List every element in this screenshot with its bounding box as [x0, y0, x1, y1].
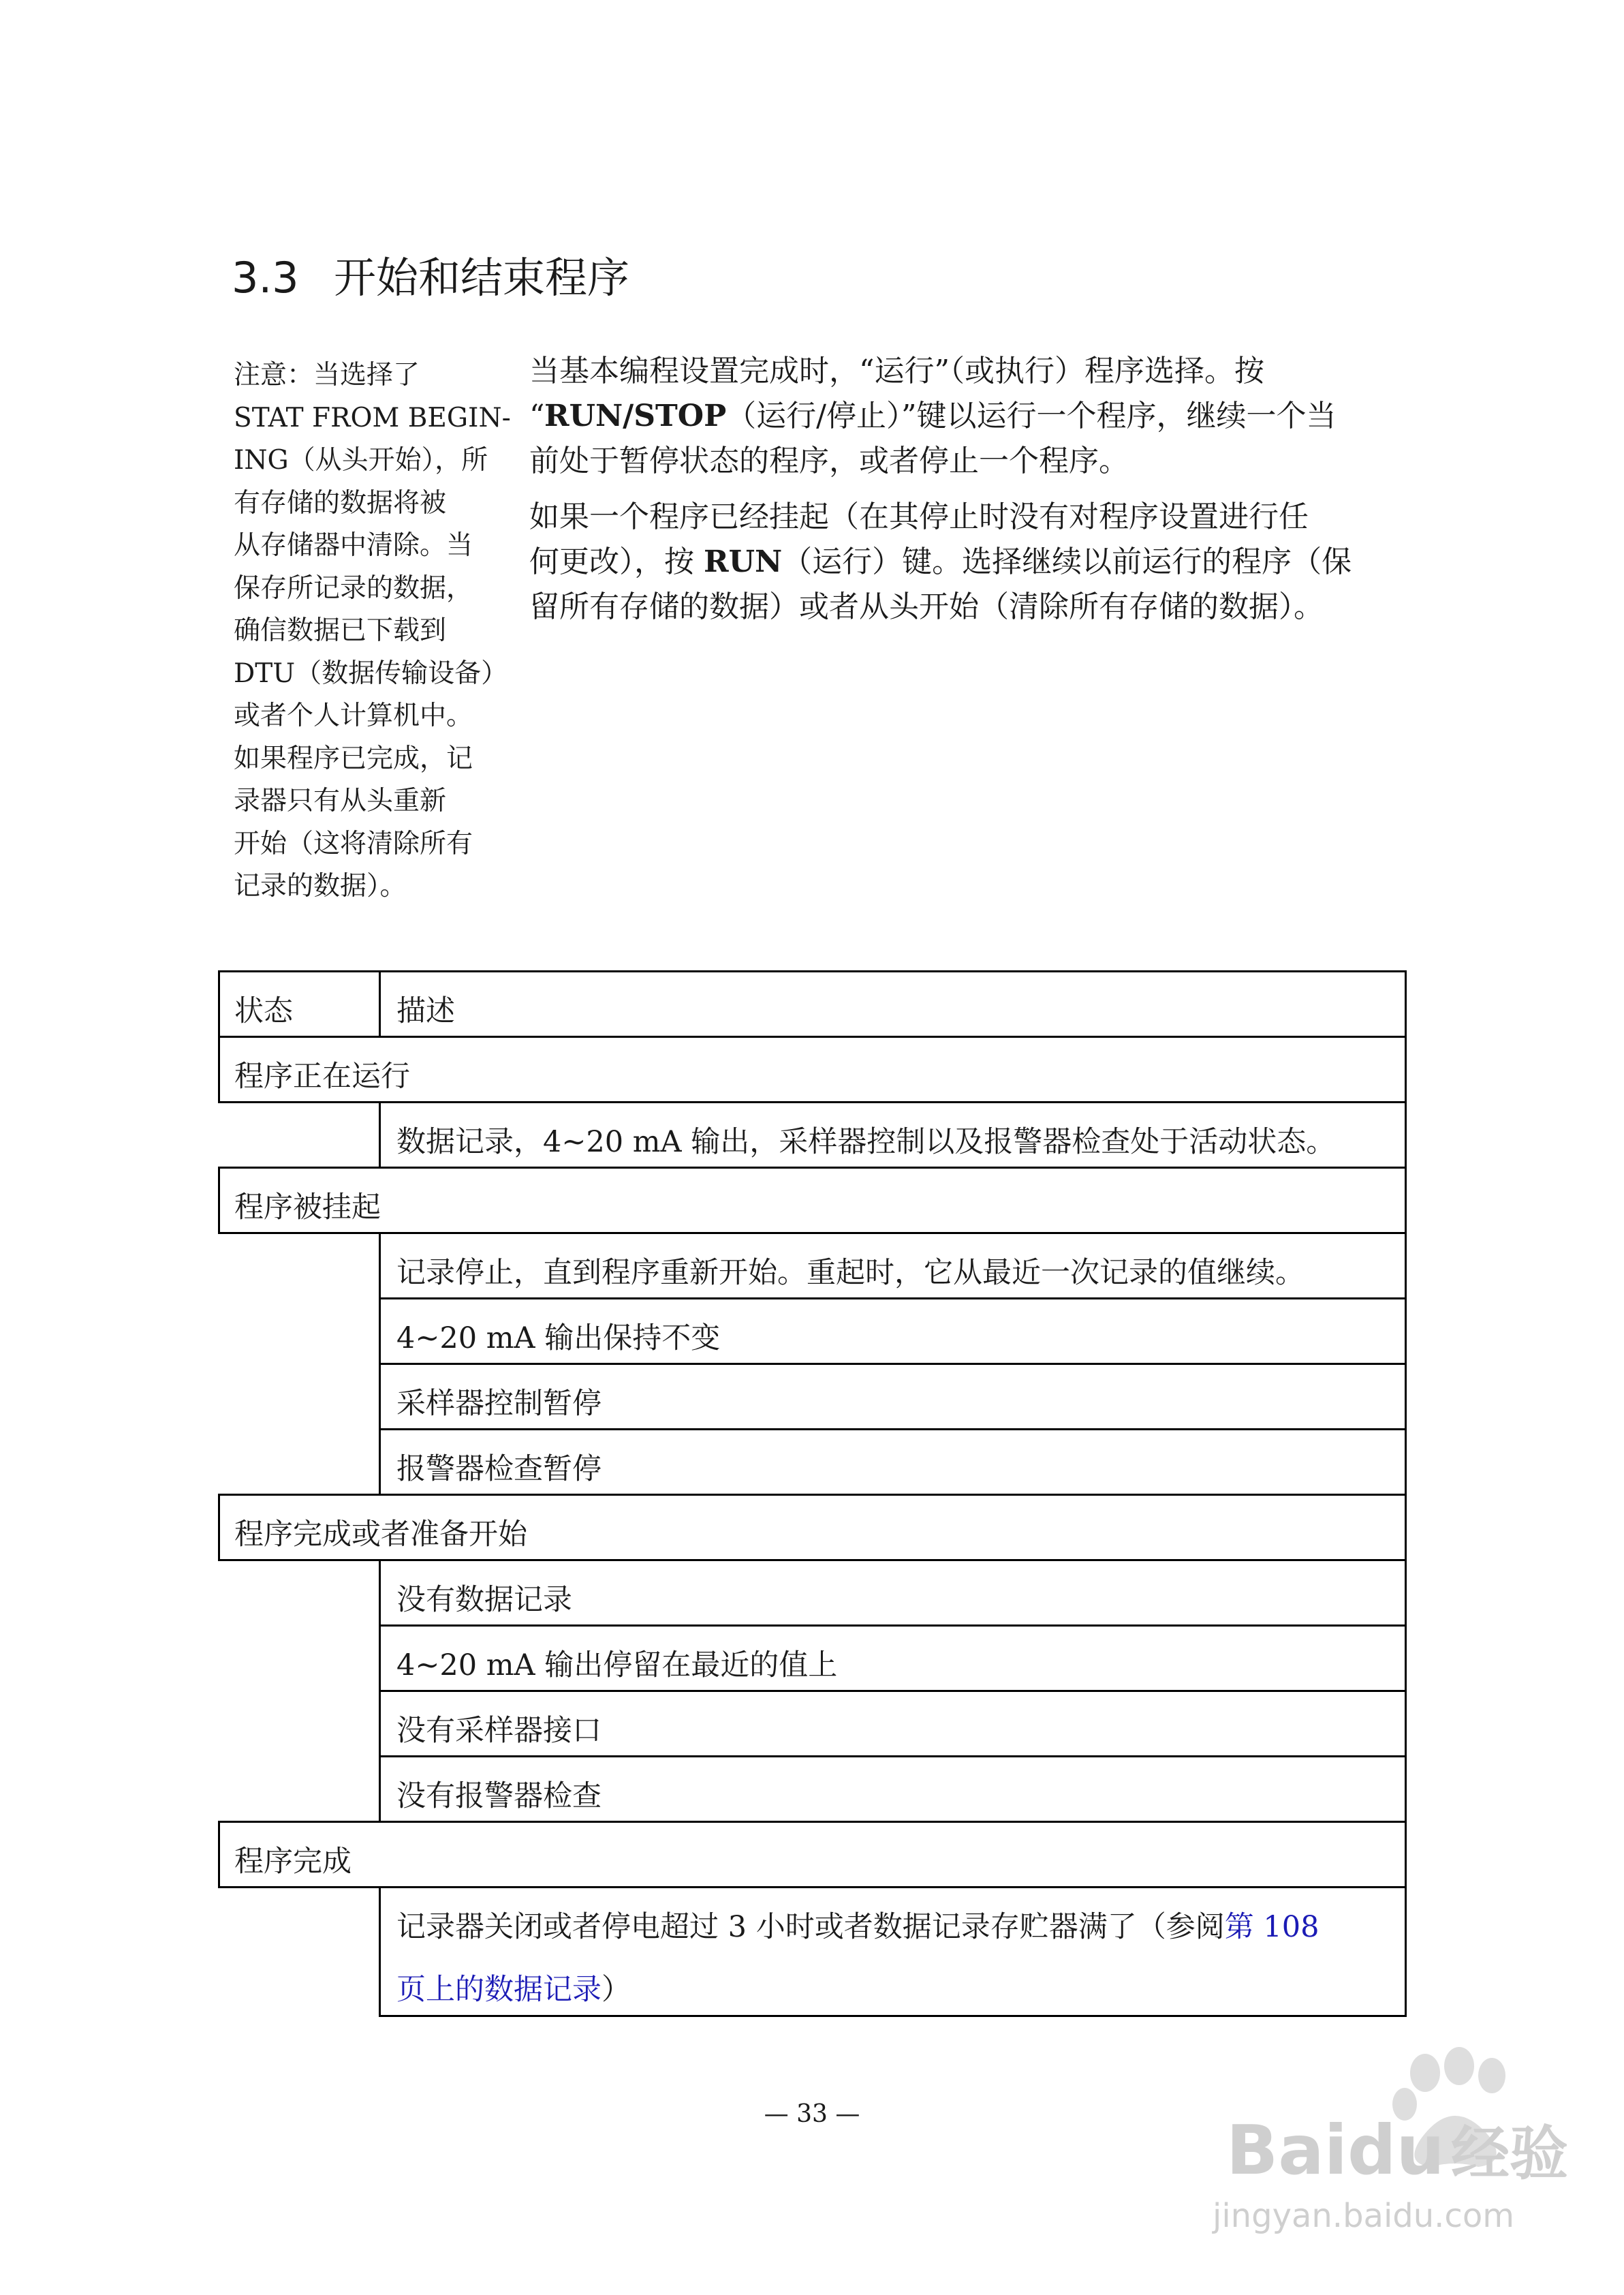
- group-row: [218, 1167, 1407, 1234]
- note-line: 注意：当选择了: [234, 360, 420, 390]
- header-state: 状态: [234, 994, 293, 1028]
- row-description: 采样器控制暂停: [396, 1387, 602, 1421]
- body-text: [529, 349, 1408, 641]
- note-line: 从存储器中清除。当: [234, 530, 473, 561]
- paragraph-run-stop: [529, 349, 1408, 484]
- group-state: 程序完成: [234, 1845, 352, 1879]
- watermark-brand-cn: 经验: [1451, 2120, 1568, 2188]
- note-line: 有存储的数据将被: [234, 487, 447, 519]
- row-description: 4~20 mA 输出停留在最近的值上: [396, 1648, 838, 1682]
- data-logging-link[interactable]: 第 108: [1224, 1910, 1320, 1944]
- paragraph-line: 留所有存储的数据）或者从头开始（清除所有存储的数据）。: [529, 589, 1324, 624]
- baidu-jingyan-watermark: [1151, 2044, 1587, 2249]
- section-number: 3.3: [232, 253, 299, 303]
- paragraph-text: 何更改），按: [529, 544, 704, 579]
- note-line: ING（从头开始），所: [234, 445, 488, 476]
- open-quote: “: [529, 399, 545, 433]
- row-description: [396, 1967, 631, 2008]
- page-number: — 33 —: [764, 2100, 860, 2128]
- paragraph-line: [529, 394, 1408, 439]
- paragraph-text: （运行）键。选择继续以前运行的程序（保: [782, 544, 1352, 579]
- note-line: 如果程序已完成，记: [234, 743, 473, 774]
- note-line: DTU（数据传输设备）: [234, 658, 508, 689]
- note-line: 开始（这将清除所有: [234, 828, 473, 859]
- row-text: ）: [602, 1973, 631, 2007]
- note-line: 或者个人计算机中。: [234, 700, 473, 731]
- run-stop-key: RUN/STOP: [544, 399, 727, 433]
- group-state: 程序正在运行: [234, 1060, 410, 1094]
- group-state: 程序完成或者准备开始: [234, 1518, 527, 1552]
- note-line: 保存所记录的数据，: [234, 572, 473, 604]
- row-description: 数据记录，4~20 mA 输出，采样器控制以及报警器检查处于活动状态。: [396, 1125, 1336, 1159]
- row-description: [396, 1904, 1319, 1945]
- row-description: 没有数据记录: [396, 1583, 572, 1617]
- row-description: 记录停止，直到程序重新开始。重起时，它从最近一次记录的值继续。: [396, 1256, 1305, 1290]
- paragraph-line: 如果一个程序已经挂起（在其停止时没有对程序设置进行任: [529, 499, 1309, 534]
- paragraph-line: 当基本编程设置完成时，“运行”（或执行）程序选择。按: [529, 354, 1264, 388]
- side-note: [234, 354, 511, 908]
- run-key: RUN: [704, 544, 783, 579]
- group-row: [218, 1821, 1407, 1888]
- row-description: 没有采样器接口: [396, 1714, 602, 1748]
- watermark-brand: Baidu: [1226, 2110, 1445, 2190]
- note-line: 录器只有从头重新: [234, 786, 447, 816]
- header-description: 描述: [396, 994, 455, 1028]
- row-description: 报警器检查暂停: [396, 1452, 602, 1486]
- row-text: 记录器关闭或者停电超过 3 小时或者数据记录存贮器满了（参阅: [396, 1910, 1225, 1944]
- note-line: 确信数据已下载到: [234, 615, 447, 646]
- section-title: 开始和结束程序: [334, 253, 630, 303]
- row-description: 没有报警器检查: [396, 1779, 602, 1813]
- paragraph-line: 前处于暂停状态的程序，或者停止一个程序。: [529, 444, 1129, 478]
- column-divider: [379, 970, 381, 1038]
- paragraph-text: （运行/停止）”键以运行一个程序，继续一个当: [726, 399, 1337, 433]
- paragraph-line: [529, 540, 1408, 585]
- section-heading: [232, 244, 629, 305]
- note-line: 记录的数据）。: [234, 871, 407, 902]
- paragraph-resume: [529, 495, 1408, 630]
- row-description: 4~20 mA 输出保持不变: [396, 1321, 721, 1355]
- watermark-url: jingyan.baidu.com: [1213, 2197, 1514, 2235]
- data-logging-link[interactable]: 页上的数据记录: [396, 1973, 602, 2007]
- group-state: 程序被挂起: [234, 1190, 381, 1224]
- note-line: STAT FROM BEGIN-: [234, 402, 511, 433]
